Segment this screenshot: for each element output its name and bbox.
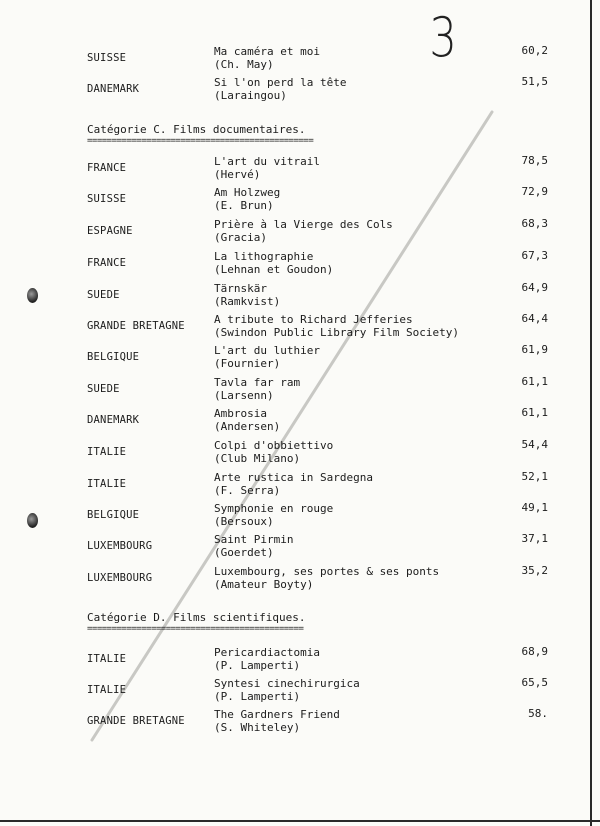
film-title: A tribute to Richard Jefferies	[214, 313, 413, 326]
score: 78,5	[521, 154, 548, 167]
film-title-block	[214, 502, 333, 528]
country: BELGIQUE	[87, 351, 140, 363]
film-author: (Club Milano)	[214, 452, 301, 465]
score: 68,9	[521, 645, 548, 658]
film-title: Ambrosia	[214, 407, 267, 420]
film-title-block	[214, 376, 300, 402]
film-title: Am Holzweg	[214, 186, 281, 199]
score: 72,9	[521, 185, 548, 198]
list-item	[0, 75, 580, 119]
film-title-block	[214, 76, 346, 102]
film-title: Tärnskär	[214, 282, 267, 295]
list-item	[0, 249, 580, 293]
film-author: (Bersoux)	[214, 515, 274, 528]
list-item	[0, 564, 580, 608]
film-title-block	[214, 646, 320, 672]
film-author: (Fournier)	[214, 357, 281, 370]
country: SUEDE	[87, 289, 120, 301]
score: 35,2	[521, 564, 548, 577]
score: 61,9	[521, 343, 548, 356]
country: SUISSE	[87, 52, 127, 64]
score: 64,4	[521, 312, 548, 325]
film-author: (F. Serra)	[214, 484, 281, 497]
score: 67,3	[521, 249, 548, 262]
film-author: (Ramkvist)	[214, 295, 281, 308]
score: 52,1	[521, 470, 548, 483]
film-title: Syntesi cinechirurgica	[214, 677, 360, 690]
country: ITALIE	[87, 478, 127, 490]
film-title: Saint Pirmin	[214, 533, 294, 546]
film-author: (Andersen)	[214, 420, 281, 433]
film-title-block	[214, 565, 439, 591]
film-title: L'art du vitrail	[214, 155, 320, 168]
country: SUEDE	[87, 383, 120, 395]
country: ESPAGNE	[87, 225, 133, 237]
film-title-block	[214, 533, 293, 559]
film-author: (Lehnan et Goudon)	[214, 263, 334, 276]
film-title-block	[214, 186, 280, 212]
film-title-block	[214, 155, 320, 181]
country: BELGIQUE	[87, 509, 140, 521]
film-author: (P. Lamperti)	[214, 659, 301, 672]
film-title-block	[214, 313, 459, 339]
country: GRANDE BRETAGNE	[87, 715, 185, 727]
film-title: The Gardners Friend	[214, 708, 340, 721]
country: ITALIE	[87, 684, 127, 696]
list-item	[0, 707, 580, 751]
country: ITALIE	[87, 446, 127, 458]
film-title-block	[214, 439, 333, 465]
film-title: Arte rustica in Sardegna	[214, 471, 373, 484]
handwritten-page-number: 3	[429, 6, 457, 69]
film-title-block	[214, 471, 373, 497]
score: 61,1	[521, 406, 548, 419]
film-author: (Goerdet)	[214, 546, 274, 559]
film-title-block	[214, 677, 360, 703]
film-title: La lithographie	[214, 250, 314, 263]
country: SUISSE	[87, 193, 127, 205]
film-title: Prière à la Vierge des Cols	[214, 218, 393, 231]
film-title-block	[214, 250, 333, 276]
score: 58.	[528, 707, 548, 720]
film-author: (Laraingou)	[214, 89, 287, 102]
film-author: (E. Brun)	[214, 199, 274, 212]
country: FRANCE	[87, 162, 127, 174]
section-heading-c: Catégorie C. Films documentaires.	[87, 123, 306, 136]
film-title: Tavla far ram	[214, 376, 301, 389]
score: 68,3	[521, 217, 548, 230]
film-author: (Swindon Public Library Film Society)	[214, 326, 460, 339]
film-author: (Amateur Boyty)	[214, 578, 314, 591]
score: 64,9	[521, 281, 548, 294]
film-title-block	[214, 344, 320, 370]
film-title: Luxembourg, ses portes & ses ponts	[214, 565, 440, 578]
film-author: (Larsenn)	[214, 389, 274, 402]
country: DANEMARK	[87, 83, 140, 95]
score: 65,5	[521, 676, 548, 689]
section-heading-d: Catégorie D. Films scientifiques.	[87, 611, 306, 624]
film-author: (P. Lamperti)	[214, 690, 301, 703]
film-title-block	[214, 45, 320, 71]
score: 60,2	[521, 44, 548, 57]
score: 51,5	[521, 75, 548, 88]
country: DANEMARK	[87, 414, 140, 426]
film-title: Ma caméra et moi	[214, 45, 320, 58]
film-title: Si l'on perd la tête	[214, 76, 347, 89]
film-title: Pericardiactomia	[214, 646, 320, 659]
film-title-block	[214, 218, 393, 244]
film-title: Symphonie en rouge	[214, 502, 334, 515]
score: 49,1	[521, 501, 548, 514]
section-underline-c: ==============================================	[87, 136, 314, 146]
film-title-block	[214, 407, 280, 433]
score: 61,1	[521, 375, 548, 388]
film-title: Colpi d'obbiettivo	[214, 439, 334, 452]
film-author: (Hervé)	[214, 168, 261, 181]
country: LUXEMBOURG	[87, 572, 153, 584]
country: FRANCE	[87, 257, 127, 269]
film-title: L'art du luthier	[214, 344, 320, 357]
country: ITALIE	[87, 653, 127, 665]
film-title-block	[214, 282, 280, 308]
film-author: (Ch. May)	[214, 58, 274, 71]
country: GRANDE BRETAGNE	[87, 320, 185, 332]
country: LUXEMBOURG	[87, 540, 153, 552]
film-author: (S. Whiteley)	[214, 721, 301, 734]
film-author: (Gracia)	[214, 231, 267, 244]
score: 37,1	[521, 532, 548, 545]
film-title-block	[214, 708, 340, 734]
score: 54,4	[521, 438, 548, 451]
section-underline-d: ============================================	[87, 624, 304, 634]
